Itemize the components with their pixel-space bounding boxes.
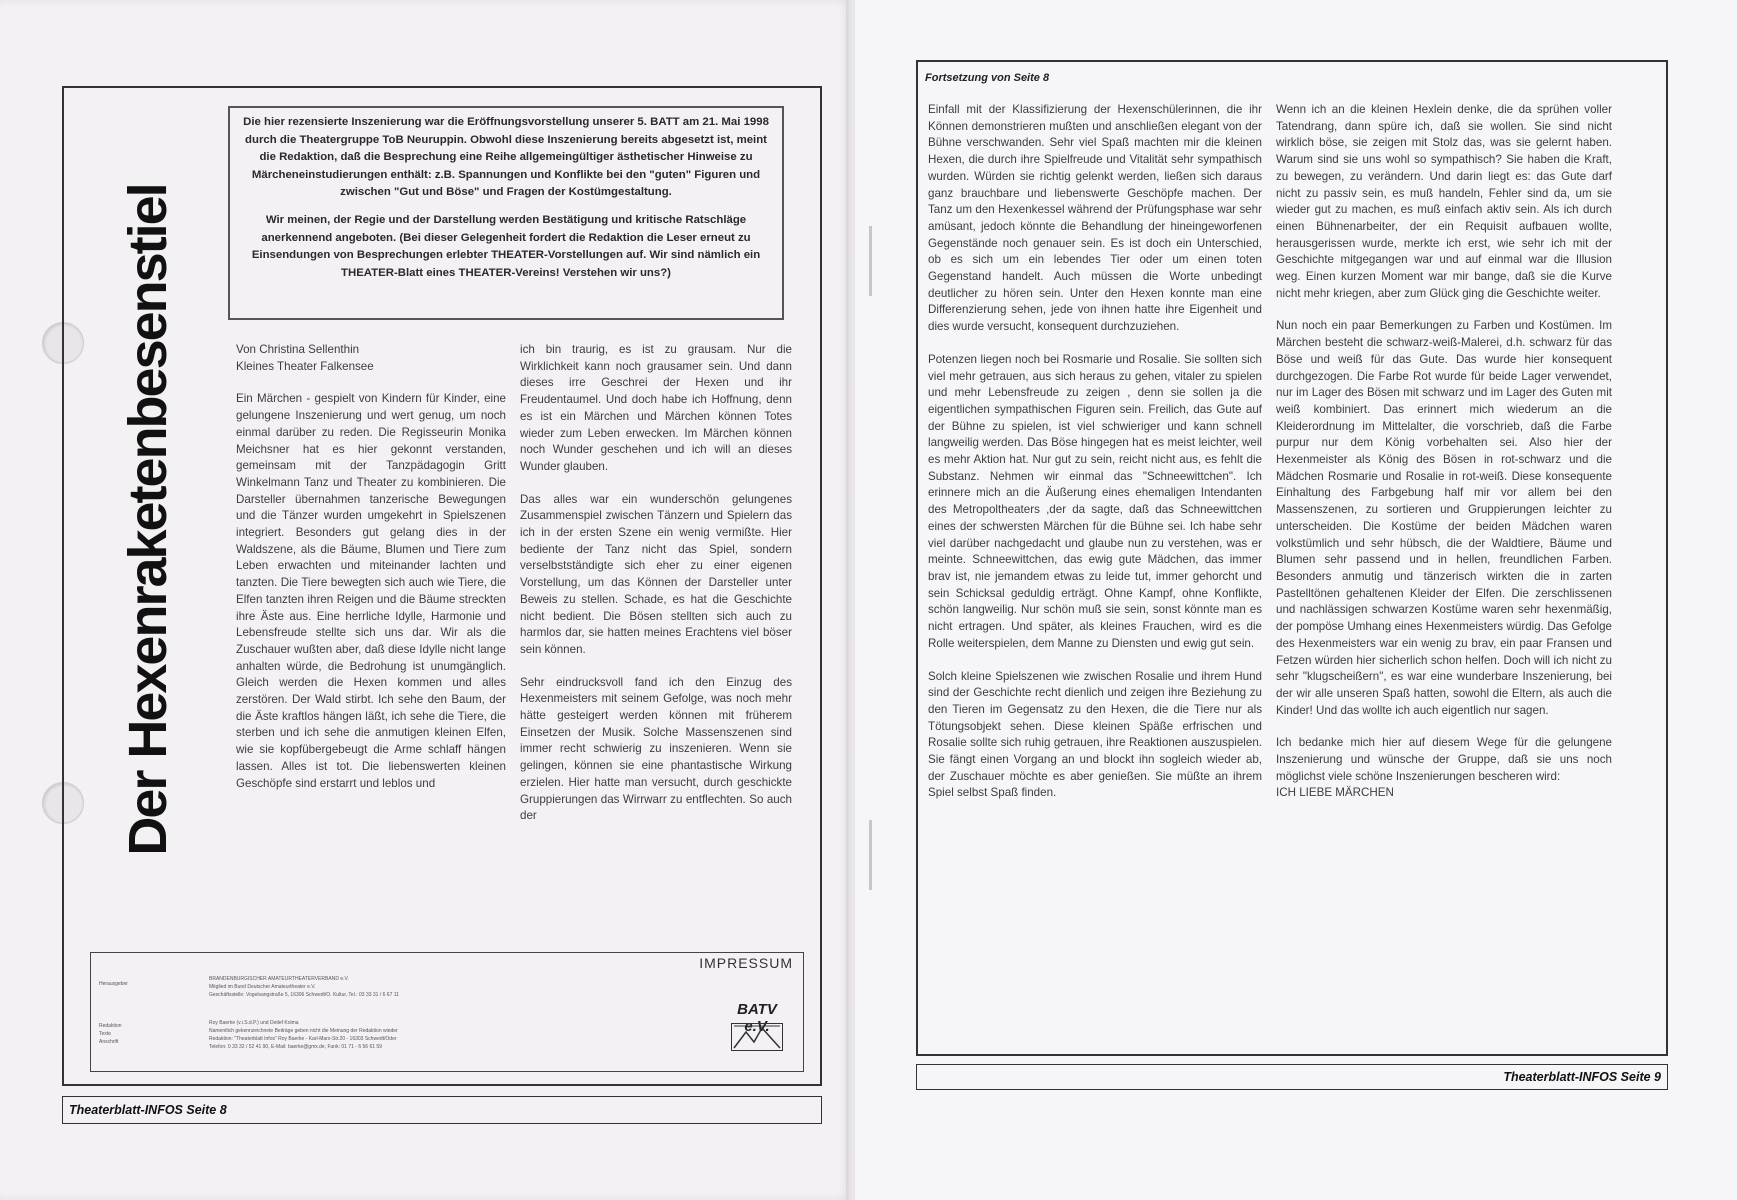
paragraph: Sehr eindrucksvoll fand ich den Einzug des Hexenmeisters mit seinem Gefolge, was noch mehr hätte gesteigert werden können mit früherem Einsetzen der Musik. Solche Massenszenen sind immer recht schwierig zu inszenieren. Wenn sie gelingen, können sie eine phantastische Wirkung erzielen. Hier hatte man versucht, durch geschickte Gruppierungen das Wirrwarr zu entflechten. So auch der (520, 675, 792, 823)
right-page-footer: Theaterblatt-INFOS Seite 9 (916, 1064, 1668, 1090)
staple-mark (869, 820, 872, 890)
impressum-publisher: BRANDENBURGISCHER AMATEURTHEATERVERBAND e.V. Mitglied im Bund Deutscher Amateurtheater e.V. Geschäftsstelle: Vogelsangstraße 5, 16306 Schwedt/O. Kultur, Tel.: 03 33 31 / 6 67 11 (209, 976, 399, 998)
paragraph: ich bin traurig, es ist zu grausam. Nur die Wirklichkeit kann noch grausamer sein. Und dann dieses irre Geschrei der Hexen und ihr Freudentaumel. Und doch habe ich Hoffnung, denn es ist ein Märchen und Märchen können Totes wieder zum Leben erwecken. Im Märchen können noch Wunder geschehen und ich will an dieses Wunder glauben. (520, 343, 792, 473)
impressum-label: Texte (99, 1031, 111, 1037)
batv-logo: BATV e.V. (725, 1001, 789, 1059)
impressum-title: IMPRESSUM (699, 955, 793, 971)
right-column-1 (928, 102, 1262, 818)
paragraph: Einfall mit der Klassifizierung der Hexenschülerinnen, die ihr Können demonstrieren mußten und anschließen elegant von der Bühne verschwanden. Sehr viel Spaß machten mir die kleinen Hexen, die durch ihre Spielfreude und Vitalität sehr sympathisch wurden. Würden sie richtig gelenkt werden, ließen sich daraus ganz brauchbare und liebenswerte Geschöpfe machen. Der Tanz um den Hexenkessel während der Prüfungsphase war sehr amüsant, jedoch könnte die Behandlung der hineingeworfenen Gegenstände noch genauer sein. Es ist doch ein Unterschied, ob es sich um ein lebendes Tier oder um einen toten Gegenstand handelt. Auch müssen die Worte unbedingt deutlicher zu hören sein. Unter den Hexen konnte man eine Differenzierung sehen, jede von ihnen hatte ihre Eigenheit und dies wurde versucht, konsequent durchzuziehen. (928, 103, 1262, 334)
left-column-2 (520, 342, 792, 841)
article-title: Der Hexenraketenbesenstiel (118, 184, 178, 856)
right-column-2 (1276, 102, 1612, 818)
impressum-box (90, 952, 804, 1072)
intro-paragraph: Wir meinen, der Regie und der Darstellung werden Bestätigung und kritische Ratschläge anerkennend angeboten. (Bei dieser Gelegenheit fordert die Redaktion die Leser erneut zu Einsendungen von Besprechungen erlebter THEATER-Vorstellungen auf. Wir sind nämlich ein THEATER-Blatt eines THEATER-Vereins! Verstehen wir uns?) (251, 213, 761, 279)
paragraph: Solch kleine Spielszenen wie zwischen Rosalie und ihrem Hund sind der Geschichte recht dienlich und zeigen ihre Beziehung zu den Tieren im Gegensatz zu den Hexen, die die Tiere nur als Tötungsobjekt sehen. Diese kleinen Späße erfrischen und Rosalie sollte sich ruhig getrauen, ihre Reaktionen auszuspielen. Sie fängt einen Vorgang an und blockt ihn sogleich wieder ab, der Zuschauer möchte es aber genießen. Sie müßte an ihrem Spiel selbst Spaß finden. (928, 669, 1262, 800)
paragraph: Ich bedanke mich hier auf diesem Wege für die gelungene Inszenierung und wünsche der Gruppe, daß sie uns noch möglichst viele schöne Inszenierungen bescheren wird: ICH LIEBE MÄRCHEN (1276, 736, 1612, 800)
paragraph: Nun noch ein paar Bemerkungen zu Farben und Kostümen. Im Märchen besteht die schwarz-weiß-Malerei, d.h. schwarz für das Böse und weiß für das Gute. Das wurde hier konsequent durchgezogen. Die Farbe Rot wurde für beide Lager verwendet, nur im Lager des Bösen mit schwarz und im Lager des Guten mit weiß kombiniert. Das erinnert mich wiederum an die Kleiderordnung im Mittelalter, die vorschrieb, daß die Farbe purpur nur dem König vorbehalten sei. Also hier der Hexenmeister als König des Bösen in rot-schwarz und die Mädchen Rosmarie und Rosalie in rot-weiß. Diese konsequente Einhaltung des Farbgebung half mir vor allem bei den Massenszenen, zu sortieren und Gruppierungen leichter zu unterscheiden. Die Kostüme der beiden Mädchen waren volkstümlich und sehr hübsch, die der Waldtiere, Bäume und Blumen sehr passend und in hellen, freundlichen Farben. Besonders anmutig und tänzerisch wirkten die in zarten Pastelltönen gehaltenen Kleider der Elfen. Die zerschlissenen und nachlässigen schwarzen Kostüme waren sehr hexenmäßig, der pompöse Umhang eines Hexenmeisters würdig. Das Gefolge des Hexenmeisters war ein wenig zu brav, ein paar Fransen und Fetzen würden hier sicherlich schon helfen. Doch will ich nicht zu sehr "klugscheißern", es war eine wunderbare Inszenierung, bei der wir alle unseren Spaß hatten, sowohl die Eltern, als auch die Kinder! Und das wollte ich auch eigentlich nur sagen. (1276, 319, 1612, 717)
paragraph: Ein Märchen - gespielt von Kindern für Kinder, eine gelungene Inszenierung und wert genug, um noch einmal darüber zu reden. Die Regisseurin Monika Meichsner hat es hier gekonnt verstanden, gemeinsam mit der Tanzpädagogin Gritt Winkelmann Tanz und Theater zu kombinieren. Die Darsteller übernahmen tanzerische Bewegungen und die Tänzer wurden umgekehrt in Spielszenen integriert. Besonders gut gelang dies in der Waldszene, als die Bäume, Blumen und Tiere zum Leben erwachten und miteinander lachten und tanzten. Die Tiere bewegten sich auch wie Tiere, die Elfen tanzten ihren Reigen und die Bäume streckten ihre Äste aus. Eine herrliche Idylle, Harmonie und Lebensfreude stellte sich uns dar. Wir als die Zuschauer wußten aber, daß diese Idylle nicht lange anhalten würde, die Bedrohung ist unumgänglich. Gleich werden die Hexen kommen und alles zerstören. Der Wald stirbt. Ich sehe den Baum, der die Äste kraftlos hängen läßt, ich sehe die Tiere, die sterben und ich sehe die anmutigen kleinen Elfen, wie sie kopfübergebeugt die Arme schlaff hängen lassen. Alles ist tot. Die liebenswerten kleinen Geschöpfe sind erstarrt und leblos und (236, 392, 506, 790)
intro-paragraph: Die hier rezensierte Inszenierung war die Eröffnungsvorstellung unserer 5. BATT am 21. Mai 1998 durch die Theatergruppe ToB Neuruppin. Obwohl diese Inszenierung bereits abgesetzt ist, meint die Redaktion, daß die Besprechung eine Reihe allgemeingültiger ästhetischer Hinweise zu Märcheneinstudierungen enthält: z.B. Spannungen und Konflikte bei den "guten" Figuren und zwischen "Gut und Böse" und Fragen der Kostümgestaltung. (243, 116, 769, 199)
impressum-label: Redaktion (99, 1023, 122, 1029)
impressum-label: Anschrift (99, 1039, 119, 1045)
impressum-editorial: Roy Baerke (v.i.S.d.P.) und Detlef Kolma Namentlich gekennzeichnete Beiträge geben nicht die Meinung der Redaktion wieder Redaktion: "Theaterblatt Infos" Roy Baerke - Karl-Marx-Str.20 - 16303 Schwedt/Oder Telefon: 0 33 32 / 52 41 90, E-Mail: baerke@gmx.de, Funk: 01 71 - 6 56 61 59 (209, 1020, 398, 1050)
paragraph: Wenn ich an die kleinen Hexlein denke, die da sprühen voller Tatendrang, dann spüre ich, daß sie wollen. Sie sind nicht wirklich böse, sie zeigen mit Stolz das, was sie gelernt haben. Warum sind sie uns wohl so sympathisch? Sie haben die Kraft, zu bewegen, zu verändern. Und darin liegt es: das Gute darf nicht zu passiv sein, es muß handeln, Fehler sind da, um sie wieder gut zu machen, es muß einfach aktiv sein. Als ich durch einen Bühnenarbeiter, der ein Requisit aufbauen wollte, herausgerissen wurde, merkte ich erst, wie sehr ich mit der Geschichte mitgegangen war und auf einmal war die Illusion weg. Einen kurzen Moment war mir bange, daß sie die Kurve nicht mehr kriegen, aber zum Glück ging die Geschichte weiter. (1276, 103, 1612, 300)
byline: Von Christina Sellenthin Kleines Theater Falkensee (236, 343, 374, 373)
left-page-footer: Theaterblatt-INFOS Seite 8 (62, 1096, 822, 1124)
left-page (0, 0, 852, 1200)
editorial-intro-box (228, 106, 784, 320)
left-column-1 (236, 342, 506, 808)
paragraph: Das alles war ein wunderschön gelungenes Zusammenspiel zwischen Tänzern und Spielern das ich in der ersten Szene ein wenig vermißte. Hier bediente der Tanz nicht das Spiel, sondern verselbstständigte sich eher zu einer eigenen Vorstellung, um das Können der Darsteller unter Beweis zu stellen. Schade, es hat die Geschichte nicht bedient. Die Bösen stellten sich auch zu harmlos dar, sie hatten meines Erachtens viel böser sein können. (520, 492, 792, 656)
logo-stage-icon (731, 1023, 783, 1051)
continuation-heading: Fortsetzung von Seite 8 (925, 72, 1050, 84)
impressum-label: Herausgeber (99, 981, 128, 987)
paragraph: Potenzen liegen noch bei Rosmarie und Rosalie. Sie sollten sich viel mehr getrauen, aus sich heraus zu gehen, vitaler zu spielen und mehr Lebensfreude zu zeigen , denn sie sollen ja die eigentlichen sympathischen Figuren sein. Freilich, das Gute auf der Bühne zu spielen, ist viel schwieriger und kann schnell langweilig werden. Das Böse hingegen hat es meist leichter, weil es mehr Aktion hat. Nur gut zu sein, reicht nicht aus, es fehlt die Substanz. Nehmen wir einmal das "Schneewittchen". Ich erinnere mich an die Äußerung eines ehemaligen Intendanten des Metropoltheaters ,der da sagte, daß das Schneewittchen eines der schwersten Märchen für die Bühne sei. Ich habe sehr viel darüber nachgedacht und glaube nun zu verstehen, was er meinte. Schneewittchen, das ewig gute Mädchen, das immer brav ist, nie jemandem etwas zu leide tut, immer gehorcht und sein Schicksal geduldig erträgt. Ohne Kampf, ohne Konflikte, schön langweilig. Nur schön muß sie sein, sonst könnte man es nicht ertragen. Und später, als kleines Frauchen, wird es die Rolle weiterspielen, dem Manne zu Diensten und ewig gut sein. (928, 352, 1262, 650)
staple-mark (869, 226, 872, 296)
